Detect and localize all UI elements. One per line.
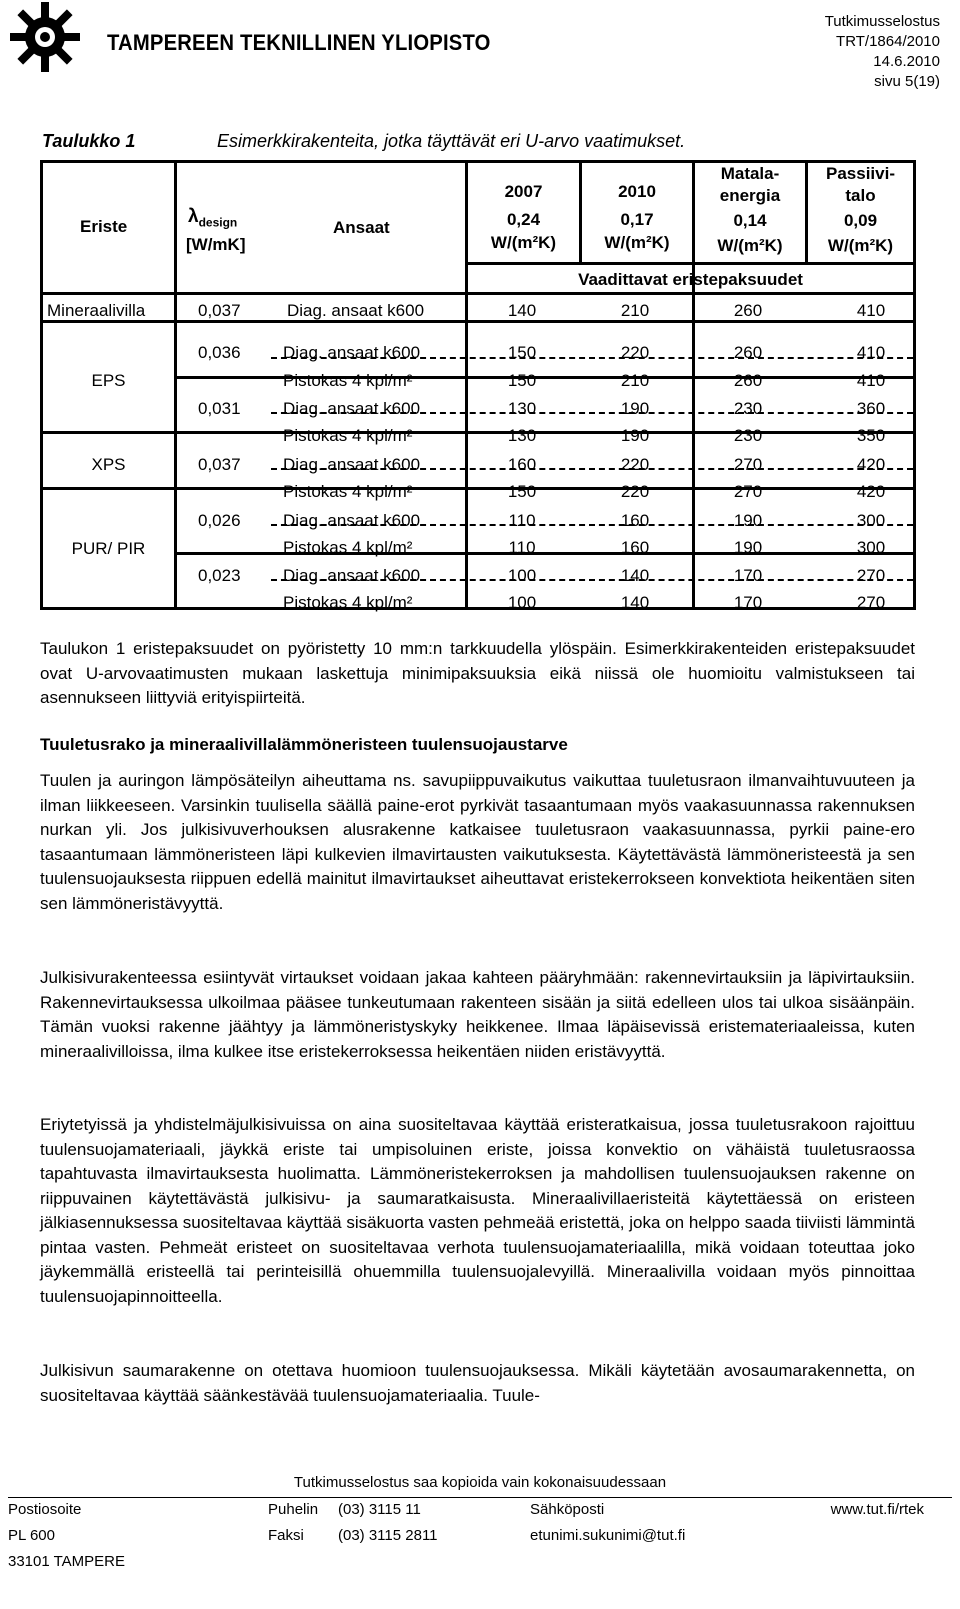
thickness-cell: 410	[856, 301, 886, 320]
header-ansaat: Ansaat	[333, 218, 390, 237]
thickness-cell: 260	[733, 371, 763, 390]
ansaat-cell: Pistokas 4 kpl/m²	[283, 593, 413, 612]
thickness-cell: 300	[856, 538, 886, 557]
header-u-value: 0,09	[843, 211, 878, 230]
thickness-cell: 270	[733, 482, 763, 501]
doc-date: 14.6.2010	[873, 53, 940, 70]
footer-divider	[8, 1497, 952, 1498]
email-address[interactable]: etunimi.sukunimi@tut.fi	[530, 1527, 686, 1544]
paragraph-insulation: Eriytetyissä ja yhdistelmäjulkisivuissa on aina suositeltavaa käyttää eristeratkaisua, jossa tuuletusrakoon rajoittuu tuulensuojamateriaali, jäykkä eriste tai umpisoluinen eriste, joissa konvektio on vähäistä tuuletusraossa tapahtuvasta ilmavirtauksesta huolimatta. Lämmöneristekerroksen ja mahdollisen tuulensuojauksen rakenne on riippuvainen käytettävästä julkisivu- ja saumaratkaisusta. Mineraalivillaeristeitä käytettäessä on eristeen jälkiasennuksessa suositeltavaa käyttää sisäkuorta vasten pehmeää eristettä, joka on helppo saada tiiviisti lämmintä pintaa vasten. Pehmeät eristeet on suositeltavaa verhota tuulensuojamateriaalilla, mikä voidaan toteuttaa joko jäykemmällä eristeellä tai perinteisillä ohuemmilla tuulensuojalevyillä. Mineraalivilla voidaan myös pinnoittaa tuulensuojapinnoitteella.	[40, 1115, 915, 1306]
header-unit: W/(m²K)	[827, 236, 894, 255]
thickness-cell: 210	[620, 371, 650, 390]
thickness-cell: 220	[620, 482, 650, 501]
group-name-pur-pir: PUR/ PIR	[71, 539, 146, 558]
thickness-cell: 410	[856, 371, 886, 390]
header-u-value: 0,24	[506, 210, 541, 229]
university-logo	[2, 2, 88, 72]
thickness-cell: 170	[733, 566, 763, 585]
lambda-value: 0,037	[198, 301, 241, 320]
paragraph-joints: Julkisivun saumarakenne on otettava huomioon tuulensuojauksessa. Mikäli käytetään avosaumarakennetta, on suositeltavaa käyttää säänkestävää tuulensuojamateriaalia. Tuule-	[40, 1361, 915, 1405]
thickness-cell: 220	[620, 455, 650, 474]
doc-type: Tutkimusselostus	[824, 13, 940, 30]
group-name-xps: XPS	[91, 455, 126, 474]
insulation-table	[40, 160, 916, 610]
table-caption-text: Esimerkkirakenteita, jotka täyttävät eri U-arvo vaatimukset.	[217, 131, 686, 151]
header-year: 2010	[618, 182, 656, 201]
thickness-cell: 140	[620, 593, 650, 612]
thickness-cell: 150	[507, 482, 537, 501]
lambda-value: 0,031	[198, 399, 241, 418]
phone-label: Puhelin	[268, 1501, 319, 1518]
table-hline	[43, 292, 913, 295]
header-col-2007	[468, 177, 579, 253]
ansaat-cell: Diag. ansaat k600	[283, 399, 421, 418]
lambda-value: 0,023	[198, 566, 241, 585]
header-lambda	[188, 207, 237, 232]
header-col-matalaenergia	[695, 163, 805, 257]
ansaat-cell: Pistokas 4 kpl/m²	[283, 426, 413, 445]
thickness-cell: 260	[733, 343, 763, 362]
email-label: Sähköposti	[530, 1501, 605, 1518]
thickness-cell: 230	[733, 399, 763, 418]
footer-email	[530, 1497, 685, 1549]
paragraph-table-note: Taulukon 1 eristepaksuudet on pyöristetty 10 mm:n tarkkuudella ylöspäin. Esimerkkirakenteiden eristepaksuudet ovat U-arvovaatimusten mukaan laskettuja minimipaksuuksia eikä niissä ole huomioitu valmistukseen tai asennukseen liittyviä erityispiirteitä.	[40, 639, 915, 707]
copy-notice: Tutkimusselostus saa kopioida vain kokonaisuudessaan	[293, 1474, 667, 1491]
ansaat-cell: Diag. ansaat k600	[283, 343, 421, 362]
header-unit: W/(m²K)	[717, 236, 783, 255]
thickness-cell: 190	[620, 399, 650, 418]
thickness-cell: 420	[856, 482, 886, 501]
footer-web	[831, 1497, 924, 1523]
group-name-mineraalivilla: Mineraalivilla	[47, 301, 146, 320]
postal-box: PL 600	[8, 1527, 55, 1544]
ansaat-cell: Diag. ansaat k600	[287, 301, 425, 320]
thickness-cell: 420	[856, 455, 886, 474]
thickness-cell: 140	[620, 566, 650, 585]
thickness-cell: 190	[733, 538, 763, 557]
page-number: sivu 5(19)	[874, 73, 940, 90]
ansaat-cell: Pistokas 4 kpl/m²	[283, 538, 413, 557]
ansaat-cell: Diag. ansaat k600	[283, 566, 421, 585]
thickness-cell: 270	[733, 455, 763, 474]
lambda-value: 0,036	[198, 343, 241, 362]
header-title: Passiivi-	[826, 164, 895, 183]
header-unit: W/(m²K)	[604, 233, 670, 252]
thickness-cell: 140	[507, 301, 537, 320]
header-eriste: Eriste	[80, 217, 128, 236]
thickness-cell: 130	[507, 426, 537, 445]
header-col-passiivitalo	[808, 163, 913, 257]
thickness-cell: 160	[620, 538, 650, 557]
thickness-cell: 270	[856, 566, 886, 585]
table-vline	[174, 163, 177, 607]
ansaat-cell: Diag. ansaat k600	[283, 455, 421, 474]
header-unit: W/(m²K)	[490, 233, 557, 252]
lambda-value: 0,037	[198, 455, 241, 474]
thickness-cell: 100	[507, 566, 537, 585]
thickness-cell: 220	[620, 343, 650, 362]
fax-number: (03) 3115 2811	[338, 1527, 438, 1544]
thickness-cell: 190	[620, 426, 650, 445]
thickness-cell: 160	[620, 511, 650, 530]
header-u-value: 0,14	[733, 211, 767, 230]
lambda-subscript: design	[198, 215, 238, 230]
table-caption-label: Taulukko 1	[42, 131, 136, 151]
thickness-cell: 270	[856, 593, 886, 612]
university-name: TAMPEREEN TEKNILLINEN YLIOPISTO	[107, 30, 491, 55]
header-year: 2007	[504, 182, 543, 201]
phone-number: (03) 3115 11	[338, 1501, 421, 1518]
header-title: Matala-	[720, 164, 780, 183]
thickness-cell: 210	[620, 301, 650, 320]
thickness-cell: 230	[733, 426, 763, 445]
website-link[interactable]: www.tut.fi/rtek	[830, 1501, 924, 1518]
lambda-symbol: λ	[188, 206, 199, 227]
footer-postal	[8, 1497, 125, 1575]
header-lambda-unit: [W/mK]	[186, 235, 246, 254]
thickness-cell: 300	[856, 511, 886, 530]
thickness-cell: 260	[733, 301, 763, 320]
thickness-cell: 170	[733, 593, 763, 612]
doc-number: TRT/1864/2010	[836, 33, 940, 50]
paragraph-ventilation: Tuulen ja auringon lämpösäteilyn aiheuttama ns. savupiippuvaikutus vaikuttaa tuuletusraon ilmanvaihtuvuuteen ja ilman liikkeeseen. Varsinkin tuulisella säällä paine-erot pyrkivät tasaantumaan myös vaakasuunnassa rakennuksen nurkan yli. Jos julkisivuverhouksen alusrakenne katkaisee tuuletusraon vaakasuunnassa, pyrkii paine-ero tasaantumaan lämmöneristeen läpi kulkevien ilmavirtausten vaikutuksesta. Käytettävästä lämmöneristeestä ja sen tuulensuojauksesta riippuen edellä mainitut ilmavirtaukset aiheuttavat eristekerrokseen konvektiota heikentäen siten sen lämmöneristävyyttä.	[40, 771, 915, 913]
lambda-value: 0,026	[198, 511, 241, 530]
header-title: energia	[719, 186, 781, 205]
thickness-cell: 110	[508, 538, 536, 557]
table-hline	[465, 262, 913, 265]
header-title: talo	[845, 186, 876, 205]
thickness-cell: 160	[507, 455, 537, 474]
footer-phone-labels	[268, 1497, 318, 1549]
header-required-thickness: Vaadittavat eristepaksuudet	[578, 270, 803, 289]
fax-label: Faksi	[268, 1527, 304, 1544]
thickness-cell: 150	[507, 343, 537, 362]
header-col-2010	[582, 177, 692, 253]
group-name-eps: EPS	[91, 371, 126, 390]
postal-label: Postiosoite	[8, 1501, 82, 1518]
thickness-cell: 100	[507, 593, 537, 612]
thickness-cell: 130	[507, 399, 537, 418]
thickness-cell: 410	[856, 343, 886, 362]
thickness-cell: 360	[856, 399, 886, 418]
thickness-cell: 110	[508, 511, 536, 530]
postal-city: 33101 TAMPERE	[8, 1553, 126, 1570]
document-meta	[825, 12, 940, 92]
ansaat-cell: Pistokas 4 kpl/m²	[283, 371, 413, 390]
ansaat-cell: Pistokas 4 kpl/m²	[283, 482, 413, 501]
thickness-cell: 150	[507, 371, 537, 390]
section-heading: Tuuletusrako ja mineraalivillalämmöneristeen tuulensuojaustarve	[40, 735, 568, 754]
header-u-value: 0,17	[620, 210, 654, 229]
footer-phone-values	[338, 1497, 438, 1549]
ansaat-cell: Diag. ansaat k600	[283, 511, 421, 530]
thickness-cell: 190	[733, 511, 763, 530]
thickness-cell: 350	[856, 426, 886, 445]
paragraph-flows: Julkisivurakenteessa esiintyvät virtaukset voidaan jakaa kahteen pääryhmään: rakennevirtauksiin ja läpivirtauksiin. Rakennevirtauksessa ulkoilmaa pääsee tunkeutumaan rakenteen sisään ja siitä edelleen ulos tai ulkoa sisäänpäin. Tämän vuoksi rakenne jäähtyy ja lämmöneristyskyky heikkenee. Ilmaa läpäisevissä eristemateriaaleissa, kuten mineraalivilloissa, ilma kulkee itse eristekerroksessa heikentäen niiden eristävyyttä.	[40, 968, 915, 1061]
